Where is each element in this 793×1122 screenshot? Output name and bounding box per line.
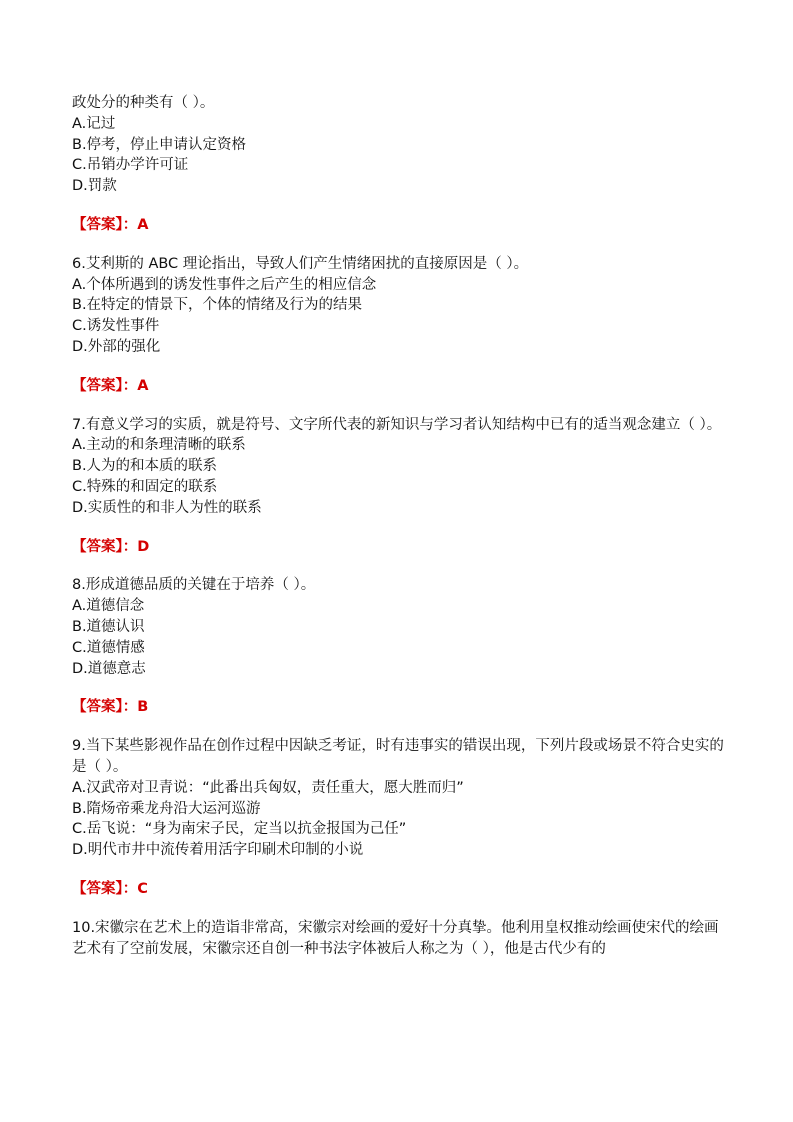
question-6: [72, 254, 724, 397]
option-d: D.外部的强化: [72, 338, 161, 355]
option-a: A.主动的和条理清晰的联系: [72, 437, 246, 454]
question-stem: 9.当下某些影视作品在创作过程中因缺乏考证，时有违事实的错误出现，下列片段或场景不符合史实的是（ ）。: [72, 738, 724, 775]
option-d: D.罚款: [72, 178, 117, 195]
question-9: [72, 736, 724, 900]
answer-label: 【答案】：A: [72, 377, 149, 394]
exam-page: [72, 93, 724, 959]
option-c: C.特殊的和固定的联系: [72, 478, 218, 495]
option-d: D.明代市井中流传着用活字印刷术印制的小说: [72, 842, 364, 859]
answer-label: 【答案】：D: [72, 538, 150, 555]
option-c: C.吊销办学许可证: [72, 157, 189, 174]
option-a: A.汉武帝对卫青说：“此番出兵匈奴，责任重大，愿大胜而归”: [72, 779, 464, 796]
answer-label: 【答案】：C: [72, 880, 148, 897]
option-a: A.道德信念: [72, 598, 145, 615]
option-a: A.个体所遇到的诱发性事件之后产生的相应信念: [72, 276, 377, 293]
question-stem: 6.艾利斯的 ABC 理论指出，导致人们产生情绪困扰的直接原因是（ ）。: [72, 255, 529, 272]
question-10: [72, 918, 724, 960]
question-8: [72, 575, 724, 718]
question-stem: 政处分的种类有（ ）。: [72, 95, 215, 111]
option-b: B.隋炀帝乘龙舟沿大运河巡游: [72, 800, 261, 817]
option-d: D.道德意志: [72, 660, 146, 677]
question-stem: 7.有意义学习的实质，就是符号、文字所代表的新知识与学习者认知结构中已有的适当观念建立（ ）。: [72, 416, 722, 433]
option-c: C.岳飞说：“身为南宋子民，定当以抗金报国为己任”: [72, 821, 407, 838]
option-d: D.实质性的和非人为性的联系: [72, 499, 262, 516]
question-stem: 10.宋徽宗在艺术上的造诣非常高，宋徽宗对绘画的爱好十分真挚。他利用皇权推动绘画使宋代的绘画艺术有了空前发展，宋徽宗还自创一种书法字体被后人称之为（ ），他是古代少有的: [72, 919, 719, 957]
option-a: A.记过: [72, 115, 116, 132]
option-b: B.停考，停止申请认定资格: [72, 136, 247, 153]
option-b: B.人为的和本质的联系: [72, 458, 218, 475]
question-7: [72, 415, 724, 558]
option-b: B.道德认识: [72, 618, 145, 635]
question-5-continued: [72, 93, 724, 236]
option-c: C.道德情感: [72, 639, 145, 656]
answer-label: 【答案】：B: [72, 699, 149, 716]
option-b: B.在特定的情景下，个体的情绪及行为的结果: [72, 297, 363, 314]
answer-label: 【答案】：A: [72, 216, 149, 233]
option-c: C.诱发性事件: [72, 318, 160, 335]
question-stem: 8.形成道德品质的关键在于培养（ ）。: [72, 577, 316, 594]
